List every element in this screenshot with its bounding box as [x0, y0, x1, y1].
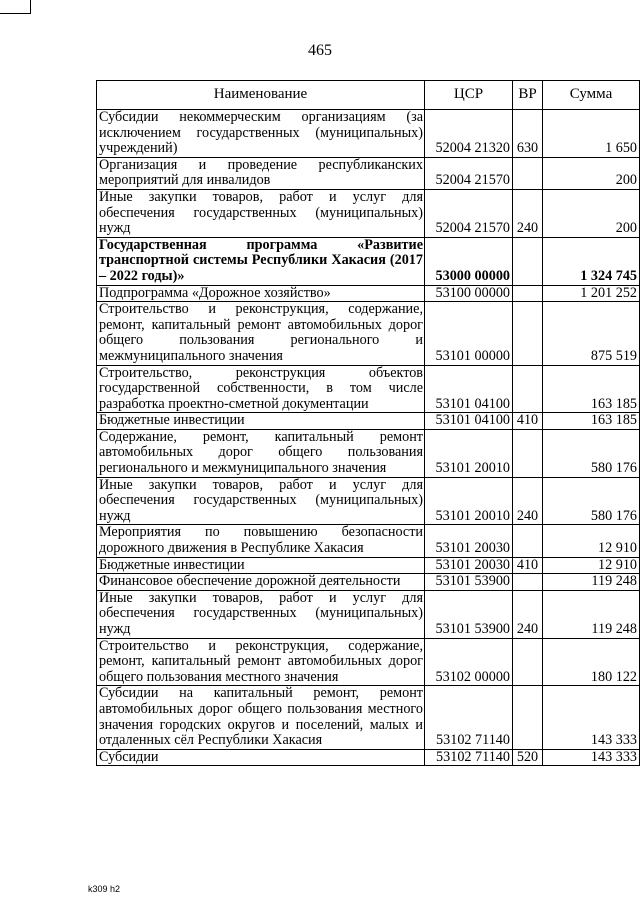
row-name-cell: Иные закупки товаров, работ и услуг для обеспечения государственных (муниципальных) нужд	[97, 477, 425, 525]
row-csr-cell: 53102 00000	[425, 638, 513, 686]
row-name-cell: Бюджетные инвестиции	[97, 413, 425, 430]
row-name-cell: Субсидии	[97, 749, 425, 766]
table-row	[97, 302, 640, 365]
row-vr-cell	[513, 429, 543, 477]
row-csr-cell: 53101 20010	[425, 429, 513, 477]
table-row	[97, 686, 640, 749]
table-row	[97, 110, 640, 158]
row-vr-cell	[513, 302, 543, 365]
row-csr-cell: 53100 00000	[425, 285, 513, 302]
table-row	[97, 429, 640, 477]
table-row	[97, 749, 640, 766]
table-row	[97, 157, 640, 189]
row-sum-cell: 119 248	[543, 590, 640, 638]
row-csr-cell: 52004 21320	[425, 110, 513, 158]
row-vr-cell: 240	[513, 590, 543, 638]
header-name: Наименование	[97, 81, 425, 110]
row-sum-cell: 12 910	[543, 557, 640, 574]
row-csr-cell: 53102 71140	[425, 749, 513, 766]
row-sum-cell: 163 185	[543, 413, 640, 430]
row-sum-cell: 1 324 745	[543, 237, 640, 285]
row-sum-cell: 119 248	[543, 574, 640, 591]
row-csr-cell: 53101 20010	[425, 477, 513, 525]
row-name-cell: Строительство и реконструкция, содержание, ремонт, капитальный ремонт автомобильных дорог общего пользования местного значения	[97, 638, 425, 686]
row-sum-cell: 163 185	[543, 365, 640, 413]
row-vr-cell: 630	[513, 110, 543, 158]
table-row	[97, 189, 640, 237]
header-vr: ВР	[513, 81, 543, 110]
row-csr-cell: 52004 21570	[425, 157, 513, 189]
row-sum-cell: 875 519	[543, 302, 640, 365]
row-sum-cell: 580 176	[543, 477, 640, 525]
row-csr-cell: 53101 04100	[425, 365, 513, 413]
row-csr-cell: 53101 04100	[425, 413, 513, 430]
row-vr-cell: 410	[513, 557, 543, 574]
row-sum-cell: 200	[543, 157, 640, 189]
corner-crop-mark	[0, 0, 31, 14]
row-sum-cell: 143 333	[543, 686, 640, 749]
row-name-cell: Организация и проведение республиканских мероприятий для инвалидов	[97, 157, 425, 189]
row-name-cell: Субсидии некоммерческим организациям (за исключением государственных (муниципальных) учреждений)	[97, 110, 425, 158]
row-name-cell: Содержание, ремонт, капитальный ремонт автомобильных дорог общего пользования регионального и межмуниципального значения	[97, 429, 425, 477]
row-sum-cell: 1 201 252	[543, 285, 640, 302]
row-vr-cell	[513, 686, 543, 749]
row-name-cell: Иные закупки товаров, работ и услуг для обеспечения государственных (муниципальных) нужд	[97, 189, 425, 237]
table-row	[97, 574, 640, 591]
row-csr-cell: 53101 20030	[425, 525, 513, 557]
row-name-cell: Бюджетные инвестиции	[97, 557, 425, 574]
table-row	[97, 365, 640, 413]
table-row	[97, 237, 640, 285]
page-number: 465	[308, 42, 332, 59]
row-sum-cell: 1 650	[543, 110, 640, 158]
row-vr-cell	[513, 574, 543, 591]
row-vr-cell	[513, 638, 543, 686]
table-row	[97, 590, 640, 638]
row-name-cell: Субсидии на капитальный ремонт, ремонт автомобильных дорог общего пользования местного значения городских округов и поселений, малых и отдаленных сёл Республики Хакасия	[97, 686, 425, 749]
row-name-cell: Подпрограмма «Дорожное хозяйство»	[97, 285, 425, 302]
row-csr-cell: 53101 00000	[425, 302, 513, 365]
row-csr-cell: 53101 53900	[425, 590, 513, 638]
row-name-cell: Мероприятия по повышению безопасности дорожного движения в Республике Хакасия	[97, 525, 425, 557]
row-name-cell: Строительство и реконструкция, содержание, ремонт, капитальный ремонт автомобильных дорог общего пользования регионального и межмуниципального значения	[97, 302, 425, 365]
table-body	[97, 110, 640, 766]
footer-code: k309 h2	[88, 884, 121, 894]
row-name-cell: Строительство, реконструкция объектов государственной собственности, в том числе разработка проектно-сметной документации	[97, 365, 425, 413]
header-csr: ЦСР	[425, 81, 513, 110]
row-csr-cell: 53101 20030	[425, 557, 513, 574]
row-sum-cell: 580 176	[543, 429, 640, 477]
row-sum-cell: 143 333	[543, 749, 640, 766]
header-sum: Сумма	[543, 81, 640, 110]
row-csr-cell: 53000 00000	[425, 237, 513, 285]
row-vr-cell: 240	[513, 189, 543, 237]
row-vr-cell	[513, 365, 543, 413]
row-sum-cell: 180 122	[543, 638, 640, 686]
row-vr-cell: 520	[513, 749, 543, 766]
row-vr-cell	[513, 285, 543, 302]
table-header-row	[97, 81, 640, 110]
row-vr-cell	[513, 525, 543, 557]
row-vr-cell	[513, 237, 543, 285]
row-name-cell: Финансовое обеспечение дорожной деятельности	[97, 574, 425, 591]
row-vr-cell: 410	[513, 413, 543, 430]
row-name-cell: Государственная программа «Развитие транспортной системы Республики Хакасия (2017 – 2022 годы)»	[97, 237, 425, 285]
table-row	[97, 557, 640, 574]
row-csr-cell: 53101 53900	[425, 574, 513, 591]
row-csr-cell: 52004 21570	[425, 189, 513, 237]
row-sum-cell: 12 910	[543, 525, 640, 557]
table-row	[97, 477, 640, 525]
table-row	[97, 413, 640, 430]
table-row	[97, 638, 640, 686]
row-vr-cell	[513, 157, 543, 189]
row-name-cell: Иные закупки товаров, работ и услуг для обеспечения государственных (муниципальных) нужд	[97, 590, 425, 638]
table-row	[97, 285, 640, 302]
row-vr-cell: 240	[513, 477, 543, 525]
table-row	[97, 525, 640, 557]
row-csr-cell: 53102 71140	[425, 686, 513, 749]
budget-table	[96, 80, 640, 766]
row-sum-cell: 200	[543, 189, 640, 237]
